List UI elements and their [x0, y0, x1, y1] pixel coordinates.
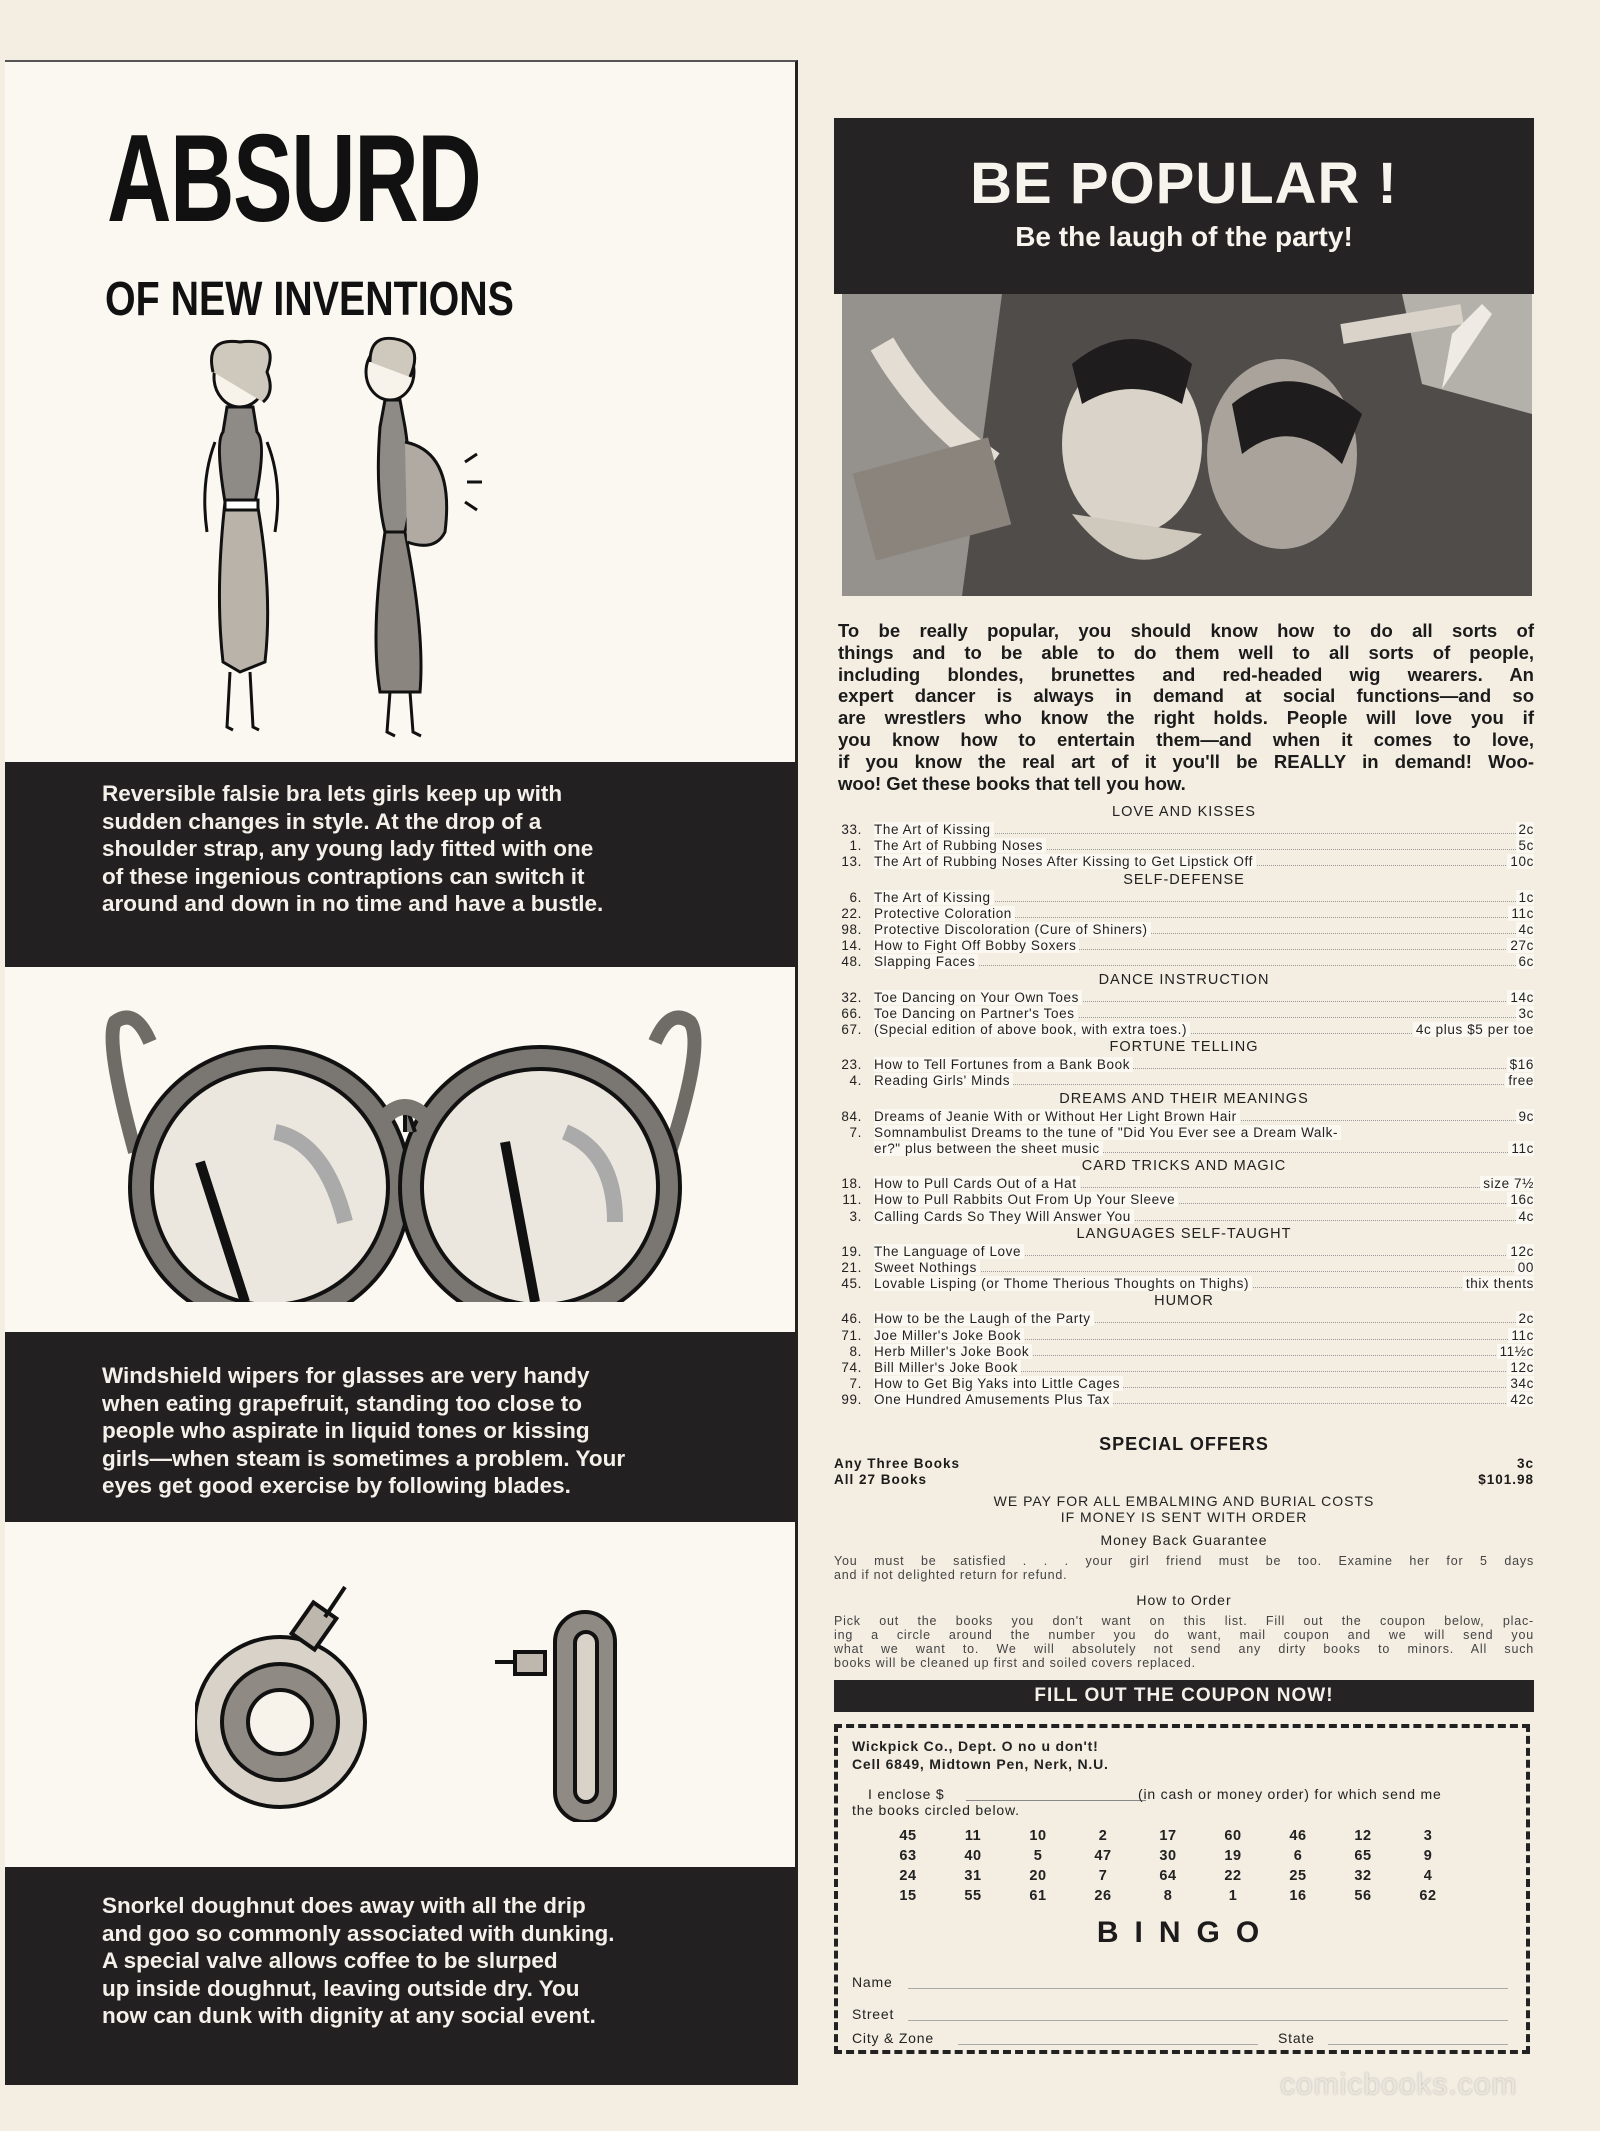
item-number: 74. [841, 1360, 862, 1375]
catalog-item [834, 838, 1534, 854]
catalog-category: CARD TRICKS AND MAGIC [1081, 1158, 1287, 1175]
item-title: The Art of Kissing [874, 822, 994, 837]
name-field[interactable] [908, 1988, 1508, 1989]
book-number[interactable]: 65 [1354, 1848, 1372, 1864]
embalm-line: IF MONEY IS SENT WITH ORDER [1060, 1509, 1308, 1525]
catalog-item [834, 1209, 1534, 1225]
item-price: 2c [1516, 822, 1534, 837]
item-price: 34c [1507, 1376, 1534, 1391]
item-title: One Hundred Amusements Plus Tax [874, 1392, 1113, 1407]
item-price: 12c [1507, 1360, 1534, 1375]
book-number[interactable]: 26 [1094, 1888, 1112, 1904]
circled-text: the books circled below. [852, 1802, 1020, 1818]
catalog-item [834, 1109, 1534, 1125]
state-field[interactable] [1328, 2044, 1508, 2045]
book-number[interactable]: 8 [1163, 1888, 1173, 1904]
item-title: How to Get Big Yaks into Little Cages [874, 1376, 1123, 1391]
book-number[interactable]: 60 [1224, 1828, 1242, 1844]
item-number: 7. [849, 1124, 862, 1140]
item-number: 3. [849, 1208, 862, 1224]
wiper-glasses-illustration [95, 1002, 715, 1302]
catalog-item [834, 1392, 1534, 1408]
item-title: The Art of Rubbing Noses [874, 838, 1046, 853]
item-number: 14. [841, 938, 862, 954]
catalog-item [834, 1244, 1534, 1260]
intro-copy: To be really popular, you should know how to do all sorts of things and to be able to do them well to all sorts of people, including blondes, brunettes and red-headed wig wearers. An expert dancer is always in demand at social functions—and so are wrestlers who know the right holds. People will love you if you know how to entertain them—and when it comes to love, if you know the real art of it you'll be REALLY in demand! Woo- woo! Get these books that tell you how. [838, 620, 1534, 794]
book-number[interactable]: 12 [1354, 1828, 1372, 1844]
book-number[interactable]: 15 [899, 1888, 917, 1904]
item-price: 2c [1516, 1311, 1534, 1326]
item-number: 45. [841, 1276, 862, 1292]
item-price: 11c [1508, 1328, 1534, 1343]
catalog-category: FORTUNE TELLING [1109, 1039, 1259, 1056]
book-number[interactable]: 56 [1354, 1888, 1372, 1904]
city-label: City & Zone [852, 2030, 934, 2046]
book-number[interactable]: 2 [1098, 1828, 1108, 1844]
catalog-item [834, 1022, 1534, 1038]
item-number: 67. [841, 1022, 862, 1037]
book-number[interactable]: 45 [899, 1828, 917, 1844]
special-offers-heading: SPECIAL OFFERS [1099, 1434, 1269, 1454]
item-number: 18. [841, 1176, 862, 1192]
book-number[interactable]: 16 [1289, 1888, 1307, 1904]
ad-header [834, 118, 1534, 294]
order-heading: How to Order [1136, 1592, 1232, 1608]
catalog-item [834, 1311, 1534, 1327]
item-title: How to Pull Cards Out of a Hat [874, 1176, 1080, 1191]
street-label: Street [852, 2006, 895, 2022]
item-title: Sweet Nothings [874, 1260, 980, 1275]
item-price: 3c [1516, 1006, 1534, 1021]
book-number[interactable]: 4 [1423, 1868, 1433, 1884]
item-price: 42c [1507, 1392, 1534, 1407]
coupon-company: Wickpick Co., Dept. O no u don't! [852, 1738, 1099, 1754]
city-field[interactable] [958, 2044, 1258, 2045]
special-row: Any Three Books 3c [834, 1456, 1534, 1471]
item-title: Toe Dancing on Your Own Toes [874, 990, 1082, 1005]
item-price: 4c [1516, 922, 1534, 937]
bingo-text: BINGO [1096, 1916, 1276, 1949]
item-price: thix thents [1463, 1276, 1534, 1291]
party-photo [842, 294, 1532, 596]
item-title: Bill Miller's Joke Book [874, 1360, 1021, 1375]
item-number: 21. [841, 1260, 862, 1275]
catalog-item [834, 1360, 1534, 1376]
book-number[interactable]: 63 [899, 1848, 917, 1864]
item-title: Protective Discoloration (Cure of Shiners) [874, 922, 1151, 937]
item-title: Dreams of Jeanie With or Without Her Light Brown Hair [874, 1109, 1240, 1124]
ad-headline: BE POPULAR ! [970, 151, 1398, 216]
catalog-item [834, 1141, 1534, 1157]
catalog-category: LANGUAGES SELF-TAUGHT [1076, 1225, 1292, 1242]
book-number[interactable]: 30 [1159, 1848, 1177, 1864]
snorkel-doughnut-illustration [195, 1582, 655, 1822]
catalog-item [834, 990, 1534, 1006]
item-title: The Language of Love [874, 1244, 1024, 1259]
catalog-category: SELF-DEFENSE [1123, 871, 1245, 888]
item-price: 1c [1516, 890, 1534, 905]
special-row: All 27 Books $101.98 [834, 1472, 1534, 1487]
payment-text: (in cash or money order) for which send me [1138, 1786, 1442, 1802]
book-number[interactable]: 61 [1029, 1888, 1047, 1904]
book-number[interactable]: 6 [1293, 1848, 1303, 1864]
item-title: Joe Miller's Joke Book [874, 1328, 1024, 1343]
item-price: free [1505, 1073, 1534, 1088]
caption-doughnut: Snorkel doughnut does away with all the drip and goo so commonly associated with dunking. A special valve allows coffee to be slurped up inside doughnut, leaving outside dry. You now can dunk with dignity at any social event. [5, 1867, 795, 2085]
catalog-item [834, 1192, 1534, 1208]
order-coupon [834, 1724, 1530, 2054]
catalog-item [834, 954, 1534, 970]
item-number: 22. [841, 905, 862, 921]
item-price: 4c [1516, 1209, 1534, 1224]
item-number: 6. [849, 889, 862, 905]
item-number: 8. [849, 1343, 862, 1359]
item-price: 10c [1507, 854, 1534, 869]
book-number[interactable]: 24 [899, 1868, 917, 1884]
enclose-label: I enclose $ [868, 1786, 945, 1802]
item-number: 7. [849, 1376, 862, 1392]
guarantee-heading: Money Back Guarantee [1100, 1532, 1268, 1548]
book-number[interactable]: 9 [1423, 1848, 1433, 1864]
item-title: Reading Girls' Minds [874, 1073, 1013, 1088]
item-title: How to be the Laugh of the Party [874, 1311, 1094, 1326]
item-number: 1. [849, 838, 862, 854]
item-number: 32. [841, 989, 862, 1005]
catalog-category: DREAMS AND THEIR MEANINGS [1059, 1090, 1309, 1107]
catalog-item [834, 1057, 1534, 1073]
book-number[interactable]: 22 [1224, 1868, 1242, 1884]
item-title: Calling Cards So They Will Answer You [874, 1209, 1134, 1224]
caption-bra: Reversible falsie bra lets girls keep up with sudden changes in style. At the drop of a shoulder strap, any young lady fitted with one of these ingenious contraptions can switch it around and down in no time and have a bustle. [5, 762, 795, 967]
book-number[interactable]: 55 [964, 1888, 982, 1904]
item-number: 84. [841, 1108, 862, 1124]
book-number[interactable]: 19 [1224, 1848, 1242, 1864]
coupon-banner: FILL OUT THE COUPON NOW! [834, 1680, 1534, 1712]
item-title: Herb Miller's Joke Book [874, 1344, 1032, 1359]
page-title: ABSURD [107, 110, 481, 248]
catalog-item [834, 938, 1534, 954]
state-label: State [1278, 2030, 1315, 2046]
item-number: 19. [841, 1243, 862, 1259]
item-number: 46. [841, 1311, 862, 1327]
item-title: (Special edition of above book, with extra toes.) [874, 1022, 1190, 1037]
catalog-item [834, 1006, 1534, 1022]
item-number: 48. [841, 954, 862, 970]
caption-glasses: Windshield wipers for glasses are very handy when eating grapefruit, standing too close to people who aspirate in liquid tones or kissing girls—when steam is sometimes a problem. Your eyes get good exercise by following blades. [5, 1332, 795, 1522]
book-number[interactable]: 46 [1289, 1828, 1307, 1844]
amount-field[interactable] [966, 1800, 1146, 1801]
street-field[interactable] [908, 2020, 1508, 2021]
item-title: Toe Dancing on Partner's Toes [874, 1006, 1078, 1021]
item-price: 6c [1516, 954, 1534, 969]
book-number[interactable]: 3 [1423, 1828, 1433, 1844]
catalog-item [834, 1276, 1534, 1292]
embalm-line: WE PAY FOR ALL EMBALMING AND BURIAL COSTS [993, 1493, 1375, 1509]
item-title: Lovable Lisping (or Thome Therious Thoughts on Thighs) [874, 1276, 1252, 1291]
catalog-item [834, 1073, 1534, 1089]
catalog-item [834, 1328, 1534, 1344]
item-number: 11. [842, 1192, 862, 1208]
book-number[interactable]: 1 [1228, 1888, 1238, 1904]
item-number: 71. [841, 1327, 862, 1343]
item-title: How to Pull Rabbits Out From Up Your Sleeve [874, 1192, 1178, 1207]
book-number[interactable]: 10 [1029, 1828, 1047, 1844]
item-price: 14c [1507, 990, 1534, 1005]
item-price: 4c plus $5 per toe [1413, 1022, 1534, 1037]
item-number: 99. [841, 1392, 862, 1408]
catalog-item [834, 1260, 1534, 1276]
catalog-item [834, 890, 1534, 906]
item-price: 11½c [1497, 1344, 1534, 1359]
catalog-item [834, 922, 1534, 938]
item-number: 23. [841, 1057, 862, 1073]
page-subtitle: OF NEW INVENTIONS [105, 273, 514, 326]
book-number[interactable]: 31 [964, 1868, 982, 1884]
guarantee-text: You must be satisfied . . . your girl friend must be too. Examine her for 5 days and if not delighted return for refund. [834, 1554, 1534, 1582]
item-price: 16c [1507, 1192, 1534, 1207]
item-price: 9c [1516, 1109, 1534, 1124]
item-price: 5c [1516, 838, 1534, 853]
book-number[interactable]: 20 [1029, 1868, 1047, 1884]
item-price: 00 [1515, 1260, 1534, 1275]
book-number[interactable]: 25 [1289, 1868, 1307, 1884]
item-price: 27c [1507, 938, 1534, 953]
catalog-item [834, 854, 1534, 870]
catalog-item [834, 1376, 1534, 1392]
left-panel [5, 60, 798, 2085]
item-number: 98. [841, 922, 862, 937]
book-number[interactable]: 64 [1159, 1868, 1177, 1884]
item-title: Somnambulist Dreams to the tune of "Did You Ever see a Dream Walk- [874, 1125, 1341, 1140]
item-price: $16 [1507, 1057, 1534, 1072]
watermark: comicbooks.com [1280, 2068, 1518, 2101]
item-title: er?" plus between the sheet music [874, 1141, 1103, 1156]
item-number: 13. [841, 854, 862, 870]
item-number: 66. [841, 1005, 862, 1021]
book-number[interactable]: 32 [1354, 1868, 1372, 1884]
order-text: Pick out the books you don't want on this list. Fill out the coupon below, plac- ing a circle around the number you do want, mail coupon and we will send you what we want to. We will absolutely not send any dirty books to minors. All such books will be cleaned up first and soiled covers replaced. [834, 1614, 1534, 1670]
item-title: Slapping Faces [874, 954, 978, 969]
coupon-address: Cell 6849, Midtown Pen, Nerk, N.U. [852, 1756, 1109, 1772]
item-number: 33. [841, 822, 862, 837]
book-number[interactable]: 5 [1033, 1848, 1043, 1864]
name-label: Name [852, 1974, 893, 1990]
item-title: How to Fight Off Bobby Soxers [874, 938, 1079, 953]
book-number[interactable]: 7 [1098, 1868, 1108, 1884]
item-price: 11c [1508, 906, 1534, 921]
book-number[interactable]: 11 [964, 1828, 982, 1844]
book-number[interactable]: 47 [1094, 1848, 1112, 1864]
bra-illustration [195, 332, 615, 752]
catalog-item [834, 1125, 1534, 1141]
book-number[interactable]: 17 [1159, 1828, 1177, 1844]
item-title: How to Tell Fortunes from a Bank Book [874, 1057, 1133, 1072]
item-title: Protective Coloration [874, 906, 1015, 921]
item-number: 4. [849, 1073, 862, 1089]
item-price: size 7½ [1480, 1176, 1534, 1191]
catalog-category: LOVE AND KISSES [1112, 804, 1256, 820]
ad-tagline: Be the laugh of the party! [1015, 221, 1353, 252]
book-number[interactable]: 40 [964, 1848, 982, 1864]
item-title: The Art of Kissing [874, 890, 994, 905]
catalog-item [834, 822, 1534, 838]
catalog-category: DANCE INSTRUCTION [1098, 971, 1270, 988]
catalog-category: HUMOR [1154, 1293, 1214, 1310]
item-price: 12c [1507, 1244, 1534, 1259]
book-number[interactable]: 62 [1419, 1888, 1437, 1904]
catalog-item [834, 1344, 1534, 1360]
item-title: The Art of Rubbing Noses After Kissing to Get Lipstick Off [874, 854, 1256, 869]
catalog-item [834, 906, 1534, 922]
catalog-item [834, 1176, 1534, 1192]
item-price: 11c [1508, 1141, 1534, 1156]
